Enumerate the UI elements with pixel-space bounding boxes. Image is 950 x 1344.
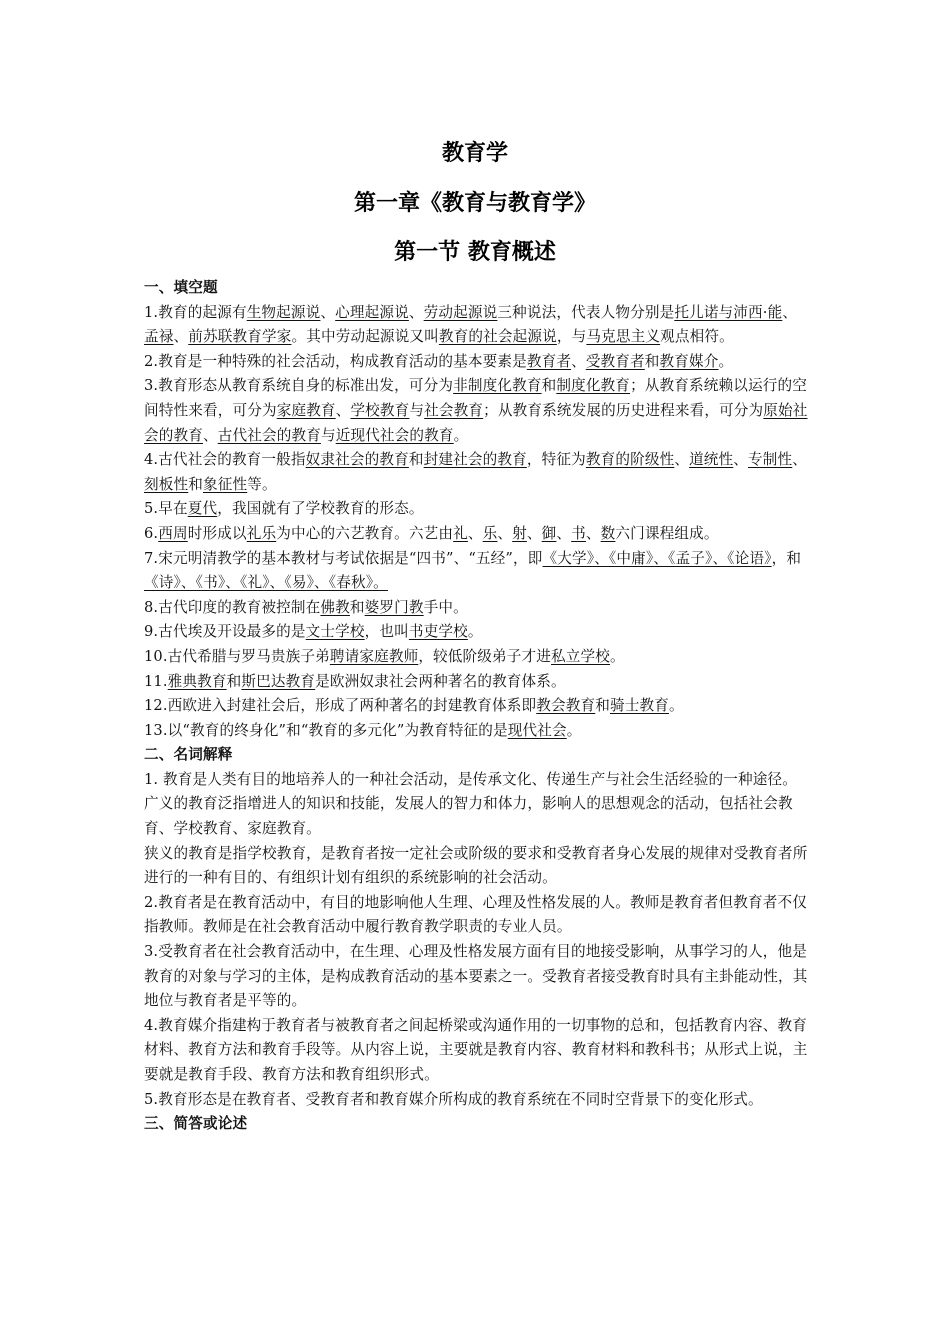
item-text: 。: [668, 697, 684, 715]
item-text: ，特征为: [526, 451, 586, 469]
section-title: 第一节 教育概述: [394, 240, 556, 265]
answer-blank: 斯巴达教育: [241, 672, 316, 690]
item-text: 和: [408, 451, 424, 469]
item-text: 六门课程组成。: [615, 524, 719, 542]
item-text: ，和: [771, 549, 802, 567]
answer-blank: 家庭教育: [276, 401, 336, 419]
fill-blank-item: [144, 670, 809, 695]
item-text: 8.古代印度的教育被控制在: [144, 598, 321, 616]
item-text: 3.教育形态从教育系统自身的标准出发，可分为: [144, 377, 454, 395]
term-paragraph: 狭义的教育是指学校教育，是教育者按一定社会或阶级的要求和受教育者身心发展的规律对受教育者所进行的一种有目的、有组织计划有组织的系统影响的社会活动。: [144, 844, 808, 887]
item-text: 和: [644, 352, 660, 370]
item-text: 、: [173, 328, 189, 346]
item-text: 、: [497, 524, 513, 542]
answer-blank: 聘请家庭教师: [329, 647, 419, 665]
item-text: 。: [718, 352, 734, 370]
answer-blank: 骑士教育: [610, 697, 669, 715]
term-paragraph: 4.教育媒介指建构于教育者与被教育者之间起桥梁或沟通作用的一切事物的总和，包括教育内容、教育材料、教育方法和教育手段等。从内容上说，主要就是教育内容、教育材料和教科书；从形式上说，主要就是教育手段、教育方法和教育组织形式。: [144, 1016, 808, 1083]
item-text: 。: [566, 721, 582, 739]
item-text: ，较低阶级弟子才进: [418, 647, 552, 665]
item-text: 与: [409, 401, 425, 419]
term-paragraph: 广义的教育泛指增进人的知识和技能，发展人的智力和体力，影响人的思想观念的活动，包括社会教育、学校教育、家庭教育。: [144, 795, 793, 838]
answer-blank: 教育者: [526, 352, 572, 370]
answer-blank: 学校教育: [350, 401, 410, 419]
answer-blank: 礼: [453, 524, 468, 542]
answer-blank: 受教育者: [585, 352, 645, 370]
item-text: 6.: [144, 524, 159, 542]
heading-terms: 二、名词解释: [144, 746, 233, 764]
item-text: 、: [585, 524, 601, 542]
fill-blank-list: [144, 301, 809, 744]
answer-blank: 御: [541, 524, 557, 542]
item-text: ；从教育系统发展的历史进程来看，可分为: [483, 401, 764, 419]
item-text: 为中心的六艺教育。六艺由: [276, 524, 454, 542]
answer-blank: 托儿诺与沛西·能: [674, 303, 783, 321]
item-text: 、: [782, 303, 798, 321]
item-text: ，也叫: [364, 623, 409, 641]
item-text: 。: [610, 647, 625, 665]
item-text: 、: [556, 524, 572, 542]
answer-blank: 婆罗门教: [364, 598, 424, 616]
answer-blank: 书吏学校: [408, 623, 468, 641]
fill-blank-item: [144, 350, 809, 375]
item-text: ，我国就有了学校教育的形态。: [217, 500, 424, 518]
item-text: 、: [526, 524, 542, 542]
fill-blank-item: [144, 645, 809, 670]
answer-blank: 书: [571, 524, 586, 542]
item-text: 13.以“教育的终身化”和“教育的多元化”为教育特征的是: [144, 721, 508, 739]
item-text: 9.古代埃及开设最多的是: [144, 623, 306, 641]
item-text: 观点相符。: [660, 328, 734, 346]
item-text: 2.教育是一种特殊的社会活动，构成教育活动的基本要素是: [144, 352, 527, 370]
answer-blank: 古代社会的教育: [217, 426, 321, 444]
answer-blank: 私立学校: [551, 647, 610, 665]
answer-blank: 社会教育: [424, 401, 484, 419]
fill-blank-item: [144, 301, 809, 350]
fill-blank-item: [144, 374, 809, 448]
item-text: 、: [335, 401, 351, 419]
answer-blank: 《大学》、《中庸》、《孟子》、《论语》: [542, 549, 772, 567]
item-text: 、: [733, 451, 749, 469]
item-text: 手中。: [423, 598, 468, 616]
answer-blank: 制度化教育: [556, 377, 631, 395]
item-text: 。: [453, 426, 469, 444]
term-paragraph: 3.受教育者在社会教育活动中，在生理、心理及性格发展方面有目的地接受影响，从事学习的人，他是教育的对象与学习的主体，是构成教育活动的基本要素之一。受教育者接受教育时具有主卦能动性，其地位与教育者是平等的。: [144, 943, 808, 1010]
answer-blank: 《诗》、《书》、《礼》、《易》、《春秋》。: [144, 574, 388, 592]
item-text: 4.古代社会的教育一般指: [144, 451, 306, 469]
answer-blank: 佛教: [320, 598, 350, 616]
item-text: 与: [320, 426, 336, 444]
item-text: 等。: [247, 475, 277, 493]
answer-blank: 近现代社会的教育: [335, 426, 454, 444]
answer-blank: 乐: [482, 524, 498, 542]
answer-blank: 教育的社会起源说: [438, 328, 557, 346]
item-text: 、: [792, 451, 808, 469]
term-paragraph: 1. 教育是人类有目的地培养人的一种社会活动，是传承文化、传递生产与社会生活经验的一种途径。: [144, 770, 797, 788]
answer-blank: 刻板性: [144, 475, 189, 493]
fill-blank-item: [144, 596, 809, 621]
fill-blank-item: [144, 497, 809, 522]
answer-blank: 教会教育: [536, 697, 596, 715]
answer-blank: 心理起源说: [335, 303, 409, 321]
document-body: [144, 276, 809, 1137]
answer-blank: 原始社会的教育: [144, 401, 808, 444]
item-text: 和: [349, 598, 365, 616]
item-text: 、: [674, 451, 690, 469]
item-text: 、: [408, 303, 424, 321]
heading-fill-blank: 一、填空题: [144, 279, 218, 296]
item-text: 和: [595, 697, 610, 715]
item-text: 10.古代希腊与罗马贵族子弟: [144, 647, 330, 665]
answer-blank: 现代社会: [507, 721, 567, 739]
terms-list: [144, 768, 809, 1112]
item-text: 、: [467, 524, 483, 542]
item-text: 5.早在: [144, 500, 188, 518]
chapter-title: 第一章《教育与教育学》: [353, 191, 596, 216]
item-text: 时形成以: [187, 524, 247, 542]
item-text: 、: [571, 352, 586, 370]
answer-blank: 奴隶社会的教育: [305, 451, 409, 469]
answer-blank: 封建社会的教育: [423, 451, 527, 469]
answer-blank: 夏代: [187, 500, 218, 518]
answer-blank: 生物起源说: [246, 303, 321, 321]
item-text: 11.: [144, 672, 168, 690]
answer-blank: 专制性: [748, 451, 793, 469]
fill-blank-item: [144, 719, 809, 744]
answer-blank: 非制度化教育: [453, 377, 542, 395]
term-paragraph: 5.教育形态是在教育者、受教育者和教育媒介所构成的教育系统在不同时空背景下的变化形式。: [144, 1090, 763, 1108]
answer-blank: 西周: [158, 524, 188, 542]
answer-blank: 数: [600, 524, 616, 542]
answer-blank: 教育媒介: [659, 352, 719, 370]
fill-blank-item: [144, 620, 809, 645]
answer-blank: 象征性: [202, 475, 248, 493]
answer-blank: 劳动起源说: [423, 303, 498, 321]
item-text: 7.宋元明清教学的基本教材与考试依据是“四书”、“五经”，即: [144, 549, 543, 567]
item-text: 、: [320, 303, 336, 321]
answer-blank: 马克思主义: [586, 328, 661, 346]
heading-short-answer: 三、简答或论述: [144, 1115, 248, 1133]
answer-blank: 射: [512, 524, 527, 542]
item-text: ，与: [556, 328, 587, 346]
item-text: 是欧洲奴隶社会两种著名的教育体系。: [315, 672, 566, 690]
fill-blank-item: [144, 694, 809, 719]
item-text: 三种说法，代表人物分别是: [497, 303, 675, 321]
item-text: 1.教育的起源有: [144, 303, 247, 321]
item-text: 、: [202, 426, 218, 444]
answer-blank: 前苏联教育学家: [188, 328, 292, 346]
fill-blank-item: [144, 547, 809, 596]
item-text: 。: [467, 623, 483, 641]
answer-blank: 教育的阶级性: [585, 451, 675, 469]
document-title: 教育学: [441, 141, 508, 166]
item-text: 和: [188, 475, 203, 493]
item-text: 。其中劳动起源说又叫: [291, 328, 439, 346]
answer-blank: 道统性: [689, 451, 734, 469]
answer-blank: 孟禄: [144, 328, 174, 346]
answer-blank: 礼乐: [246, 524, 277, 542]
fill-blank-item: [144, 522, 809, 547]
item-text: 和: [541, 377, 557, 395]
fill-blank-item: [144, 448, 809, 497]
item-text: ；从教育系统赖以运行的空间特性来看，可分为: [144, 377, 807, 419]
item-text: 12.西欧进入封建社会后，形成了两种著名的封建教育体系即: [144, 697, 537, 715]
answer-blank: 文士学校: [305, 623, 365, 641]
term-paragraph: 2.教育者是在教育活动中，有目的地影响他人生理、心理及性格发展的人。教师是教育者但教育者不仅指教师。教师是在社会教育活动中履行教育教学职责的专业人员。: [144, 893, 807, 936]
item-text: 和: [226, 672, 242, 690]
answer-blank: 雅典教育: [167, 672, 227, 690]
